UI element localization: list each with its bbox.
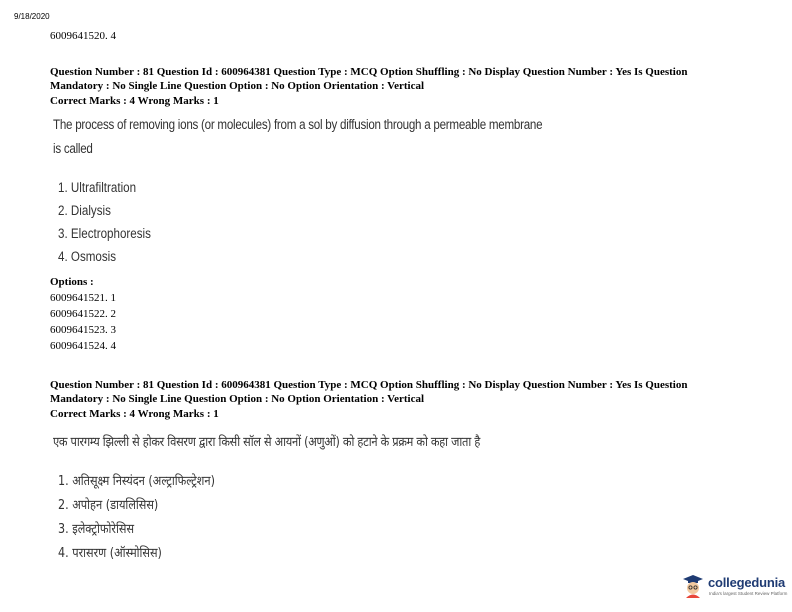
question-text-line-2: is called [53,141,93,156]
question-meta-line-2-hindi: Mandatory : No Single Line Question Option : No Option Orientation : Vertical [50,393,425,405]
question-text-hindi: एक पारगम्य झिल्ली से होकर विसरण द्वारा किसी सॉल से आयनों (अणुओं) को हटाने के प्रक्रम को कहा जाता है [53,435,481,450]
choice-4-hindi: 4. परासरण (ऑस्मोसिस) [58,546,162,561]
choice-1-hindi: 1. अतिसूक्ष्म निस्यंदन (अल्ट्राफिल्ट्रेशन) [58,474,215,489]
choice-2: 2. Dialysis [58,203,111,218]
choice-1: 1. Ultrafiltration [58,180,137,195]
option-id-1: 6009641521. 1 [50,292,116,304]
choice-2-hindi: 2. अपोहन (डायलिसिस) [58,498,159,513]
question-marks: Correct Marks : 4 Wrong Marks : 1 [50,95,219,107]
logo-name: collegedunia [708,575,786,590]
graduate-avatar-icon [682,574,704,598]
question-meta-line-1-hindi: Question Number : 81 Question Id : 600964381 Question Type : MCQ Option Shuffling : No Display Question Number : Yes Is Question [50,379,688,391]
options-label: Options : [50,276,94,288]
question-meta-line-2: Mandatory : No Single Line Question Option : No Option Orientation : Vertical [50,80,425,92]
collegedunia-logo [682,572,786,600]
question-meta-line-1: Question Number : 81 Question Id : 600964381 Question Type : MCQ Option Shuffling : No Display Question Number : Yes Is Question [50,66,688,78]
option-id-4: 6009641524. 4 [50,340,116,352]
choice-4: 4. Osmosis [58,249,117,264]
question-marks-hindi: Correct Marks : 4 Wrong Marks : 1 [50,408,219,420]
choice-3: 3. Electrophoresis [58,226,151,241]
option-id-3: 6009641523. 3 [50,324,116,336]
question-text-line-1: The process of removing ions (or molecules) from a sol by diffusion through a permeable membrane [53,117,543,132]
previous-option-id: 6009641520. 4 [50,30,116,42]
option-id-2: 6009641522. 2 [50,308,116,320]
logo-tagline: India's largest Student Review Platform [709,591,788,596]
print-date: 9/18/2020 [14,12,50,21]
choice-3-hindi: 3. इलेक्ट्रोफोरेसिस [58,522,135,537]
